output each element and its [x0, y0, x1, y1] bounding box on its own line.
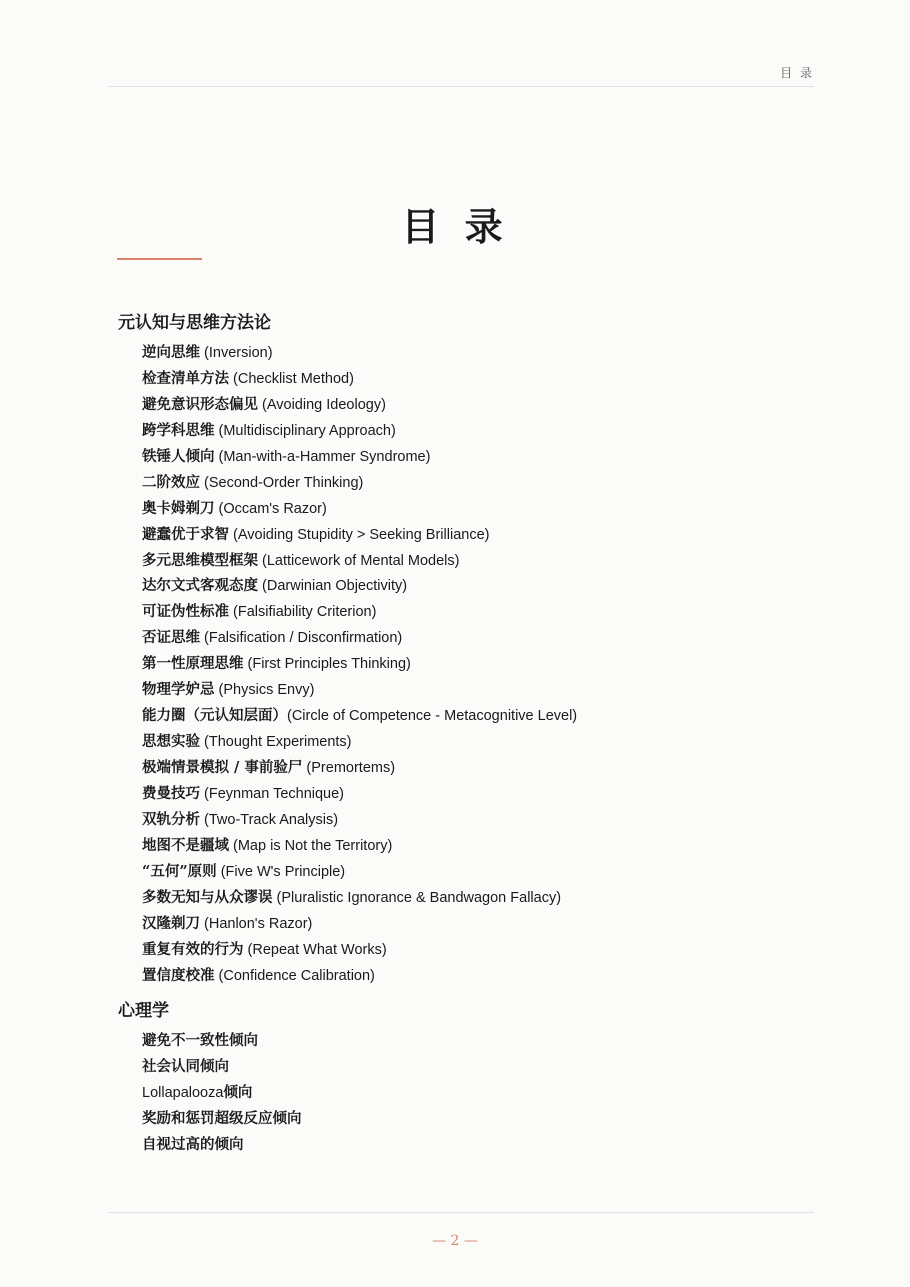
entry-title-zh: 奖励和惩罚超级反应倾向	[142, 1110, 302, 1128]
toc-entry[interactable]	[118, 807, 818, 833]
entry-title-zh: 多数无知与从众谬误	[142, 888, 273, 906]
toc-entry[interactable]	[118, 418, 818, 444]
entry-title-zh: 否证思维	[142, 629, 200, 647]
entry-title-zh: 二阶效应	[142, 473, 200, 491]
entry-title-en: (Physics Envy)	[214, 682, 315, 699]
page-title: 目 录	[401, 204, 509, 249]
toc-entry[interactable]	[118, 1106, 818, 1132]
section-heading-metacognition: 元认知与思维方法论	[118, 313, 271, 333]
entry-title-zh: 避免不一致性倾向	[142, 1032, 258, 1050]
entry-title-en: (Occam's Razor)	[214, 500, 327, 517]
toc-entry[interactable]	[118, 859, 818, 885]
entry-title-zh: 第一性原理思维	[142, 655, 244, 673]
entry-title-zh: 达尔文式客观态度	[142, 577, 258, 595]
toc-entry[interactable]	[118, 599, 818, 625]
entry-title-en: (Feynman Technique)	[200, 785, 345, 802]
entry-title-en: (First Principles Thinking)	[243, 656, 411, 673]
entry-title-en: (Checklist Method)	[229, 370, 354, 387]
title-accent-line	[117, 258, 202, 260]
entry-title-zh: 自视过高的倾向	[142, 1136, 244, 1154]
entry-title-zh: 倾向	[223, 1084, 253, 1102]
entry-title-zh: 铁锤人倾向	[142, 447, 215, 465]
entry-title-zh: 跨学科思维	[142, 421, 215, 439]
entry-title-en: (Five W's Principle)	[216, 863, 346, 880]
entry-title-zh: 检查清单方法	[142, 369, 229, 387]
toc-entry[interactable]	[118, 625, 818, 651]
toc-entry[interactable]	[118, 963, 818, 989]
toc-entry[interactable]	[118, 392, 818, 418]
entry-title-en: (Falsification / Disconfirmation)	[200, 630, 403, 647]
entry-title-en: (Two-Track Analysis)	[200, 811, 339, 828]
entry-title-en: (Second-Order Thinking)	[200, 474, 364, 491]
entry-title-en: (Falsifiability Criterion)	[229, 604, 377, 621]
entry-title-en: (Multidisciplinary Approach)	[214, 422, 396, 439]
entry-title-en: (Inversion)	[200, 345, 273, 361]
entry-title-en: (Avoiding Ideology)	[258, 396, 386, 413]
toc-entry[interactable]	[118, 340, 818, 366]
entry-title-zh: 避蠢优于求智	[142, 525, 229, 543]
entry-title-en: (Circle of Competence - Metacognitive Level)	[287, 708, 578, 725]
table-of-contents	[118, 310, 818, 1158]
toc-entry[interactable]	[118, 651, 818, 677]
toc-entry[interactable]	[118, 522, 818, 548]
toc-entry[interactable]	[118, 366, 818, 392]
toc-entry[interactable]	[118, 911, 818, 937]
toc-entry[interactable]	[118, 470, 818, 496]
toc-entry[interactable]	[118, 1028, 818, 1054]
entry-title-zh: 思想实验	[142, 733, 200, 751]
toc-entry[interactable]	[118, 1080, 818, 1106]
toc-entry[interactable]	[118, 833, 818, 859]
entry-title-en: Lollapalooza	[142, 1085, 224, 1102]
entry-title-en: (Hanlon's Razor)	[200, 915, 313, 932]
entry-title-en: (Premortems)	[302, 760, 396, 776]
toc-entry[interactable]	[118, 755, 818, 781]
toc-entry[interactable]	[118, 729, 818, 755]
entry-title-en: (Latticework of Mental Models)	[258, 552, 460, 569]
entry-title-zh: 极端情景模拟 / 事前验尸	[142, 759, 303, 776]
entry-title-en: (Thought Experiments)	[200, 734, 352, 751]
toc-entry[interactable]	[118, 444, 818, 470]
entry-list-metacognition	[118, 340, 818, 988]
entry-title-zh: 置信度校准	[142, 966, 215, 984]
toc-entry[interactable]	[118, 677, 818, 703]
header-divider	[108, 86, 814, 87]
toc-entry[interactable]	[118, 548, 818, 574]
entry-title-zh: 社会认同倾向	[142, 1058, 229, 1076]
entry-title-en: (Darwinian Objectivity)	[258, 578, 408, 595]
page-number: — 2 —	[432, 1233, 478, 1249]
toc-entry[interactable]	[118, 496, 818, 522]
running-header: 目 录	[780, 66, 814, 80]
entry-title-zh: 费曼技巧	[142, 784, 200, 802]
entry-title-en: (Man-with-a-Hammer Syndrome)	[214, 448, 431, 465]
entry-list-psychology	[118, 1028, 818, 1158]
entry-title-zh: 可证伪性标准	[142, 603, 229, 621]
entry-title-zh: 重复有效的行为	[142, 940, 244, 958]
toc-entry[interactable]	[118, 937, 818, 963]
toc-entry[interactable]	[118, 885, 818, 911]
entry-title-en: (Avoiding Stupidity > Seeking Brilliance)	[229, 526, 490, 543]
entry-title-en: (Pluralistic Ignorance & Bandwagon Fallacy)	[272, 889, 562, 906]
entry-title-zh: 能力圈（元认知层面）	[142, 707, 287, 725]
toc-entry[interactable]	[118, 781, 818, 807]
entry-title-zh: 汉隆剃刀	[142, 914, 200, 932]
entry-title-zh: 物理学妒忌	[142, 681, 215, 699]
entry-title-zh: 避免意识形态偏见	[142, 395, 258, 413]
entry-title-zh: 奥卡姆剃刀	[142, 499, 215, 517]
toc-entry[interactable]	[118, 1132, 818, 1158]
toc-entry[interactable]	[118, 703, 818, 729]
entry-title-zh: 多元思维模型框架	[142, 551, 258, 569]
entry-title-zh: 逆向思维	[142, 344, 200, 361]
section-heading-psychology: 心理学	[118, 1001, 169, 1022]
entry-title-zh: 双轨分析	[142, 810, 200, 828]
entry-title-en: (Repeat What Works)	[243, 941, 387, 958]
entry-title-zh: 地图不是疆域	[142, 836, 229, 854]
entry-title-en: (Confidence Calibration)	[214, 967, 375, 984]
entry-title-en: (Map is Not the Territory)	[229, 837, 393, 854]
toc-entry[interactable]	[118, 573, 818, 599]
toc-entry[interactable]	[118, 1054, 818, 1080]
entry-title-zh: “五何”原则	[142, 862, 217, 880]
footer-divider	[108, 1212, 814, 1213]
